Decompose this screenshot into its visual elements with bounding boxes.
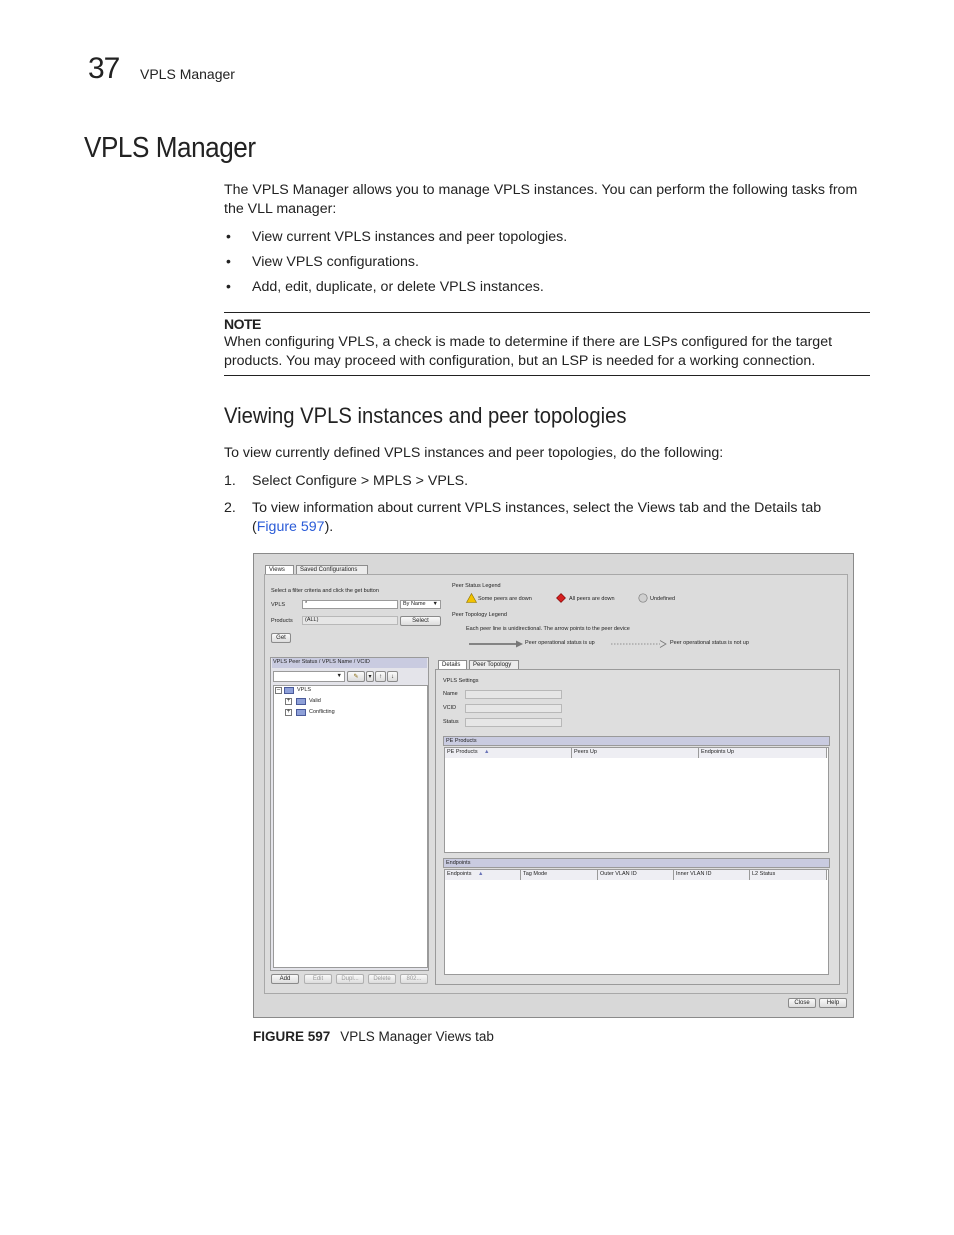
folder-icon [284,687,294,694]
expand-icon[interactable]: + [286,709,291,715]
dropdown-arrow-icon[interactable]: ▾ [366,671,374,682]
paren-open: ( [252,519,257,535]
subsection-intro: To view currently defined VPLS instances and peer topologies, do the following: [224,445,724,461]
filter-by-value: By Name [403,601,426,607]
peer-topology-legend-title: Peer Topology Legend [452,612,507,618]
undefined-circle-icon [638,593,648,603]
step-number: 1. [224,473,236,489]
endpoints-table [444,869,829,975]
figure-label: FIGURE 597 [253,1029,331,1044]
products-label: Products [271,618,293,624]
bullet-text: Add, edit, duplicate, or delete VPLS instances. [252,279,544,295]
bullet-marker: • [226,253,231,269]
solid-arrow-icon [468,640,524,648]
products-field: (ALL) [302,616,398,625]
vpls-settings-title: VPLS Settings [443,678,479,684]
tree-node-valid[interactable]: Valid [309,698,321,704]
peers-up-col[interactable]: Peers Up [572,748,699,758]
edit-button[interactable]: Edit [304,974,332,984]
step-1 [224,473,864,493]
dotted-arrow-icon [610,640,668,648]
folder-icon [296,709,306,716]
vpls-manager-screenshot [253,553,854,1018]
vpls-name-input[interactable]: * [302,600,398,609]
ui-term-details: Details [754,500,798,516]
tab-views[interactable]: Views [265,565,294,574]
move-down-icon[interactable]: ↓ [387,671,398,682]
move-up-icon[interactable]: ↑ [375,671,386,682]
step-text-prefix: To view information about current VPLS instances, select the [252,500,638,516]
tab-details[interactable]: Details [438,660,467,669]
step-text-suffix: tab [797,500,822,516]
figure-caption [253,1029,494,1044]
vcid-field [465,704,562,713]
pe-products-title: PE Products [443,736,830,746]
tab-peer-topology[interactable]: Peer Topology [469,660,519,669]
step-text [252,500,821,516]
vcid-label: VCID [443,705,457,711]
step-text-prefix: Select [252,473,296,489]
chapter-number: 37 [88,52,120,85]
error-diamond-icon [556,593,566,603]
tree-filter-combo[interactable] [273,671,345,682]
collapse-icon[interactable]: – [276,687,281,693]
duplicate-button[interactable]: Dupl... [336,974,364,984]
bullet-marker: • [226,278,231,294]
search-tree-icon[interactable]: ✎ [347,671,365,682]
subsection-title: Viewing VPLS instances and peer topologies [224,403,627,428]
inner-vlan-col[interactable]: Inner VLAN ID [674,870,750,880]
chevron-down-icon: ▼ [336,673,342,679]
step-text-line2 [252,519,333,535]
paren-close: ). [324,519,334,535]
endpoints-title: Endpoints [443,858,830,868]
legend-peer-up: Peer operational status is up [525,640,595,646]
close-button[interactable]: Close [788,998,816,1008]
tree-node-vpls[interactable]: VPLS [297,687,312,693]
name-label: Name [443,691,458,697]
filter-prompt: Select a filter criteria and click the get button [271,588,379,594]
step-2 [224,500,864,540]
bullet-text: View current VPLS instances and peer topologies. [252,229,568,245]
select-button[interactable]: Select [400,616,441,626]
legend-all-down: All peers are down [569,596,615,602]
warning-icon [466,593,477,603]
l2-status-col[interactable]: L2 Status [750,870,827,880]
expand-icon[interactable]: + [286,698,291,704]
tree-header: VPLS Peer Status / VPLS Name / VCID [272,658,427,668]
help-button[interactable]: Help [819,998,847,1008]
bullet-marker: • [226,228,231,244]
vpls-tree [273,685,428,968]
peer-topology-desc: Each peer line is unidirectional. The arrow points to the peer device [466,626,630,632]
filter-by-select[interactable] [400,600,441,609]
legend-some-down: Some peers are down [478,596,532,602]
endpoints-col[interactable]: Endpoints [445,870,521,880]
tab-saved-configurations[interactable]: Saved Configurations [296,565,368,574]
802-button[interactable]: 802... [400,974,428,984]
outer-vlan-col[interactable]: Outer VLAN ID [598,870,674,880]
section-intro: The VPLS Manager allows you to manage VPLS instances. You can perform the following tasks from the VLL manager: [224,182,858,217]
step-text [252,473,468,489]
sort-asc-icon: ▲ [484,749,490,755]
note-bottom-rule [224,375,870,376]
delete-button[interactable]: Delete [368,974,396,984]
get-button[interactable]: Get [271,633,291,643]
peer-status-legend-title: Peer Status Legend [452,583,501,589]
tree-node-conflicting[interactable]: Conflicting [309,709,335,715]
figure-caption-text: VPLS Manager Views tab [340,1029,494,1044]
bullet-text: View VPLS configurations. [252,254,419,270]
sort-asc-icon: ▲ [478,871,484,877]
status-field [465,718,562,727]
status-label: Status [443,719,459,725]
note-body: When configuring VPLS, a check is made to determine if there are LSPs configured for the target products. You may proceed with configuration, but an LSP is needed for a working connection. [224,334,833,369]
note-top-rule [224,312,870,313]
vpls-label: VPLS [271,602,286,608]
chapter-title: VPLS Manager [140,66,235,82]
pe-products-table [444,747,829,853]
legend-undefined: Undefined [650,596,676,602]
note-heading: NOTE [224,316,261,332]
legend-peer-not-up: Peer operational status is not up [670,640,749,646]
ui-term-views: Views [637,500,676,516]
tag-mode-col[interactable]: Tag Mode [521,870,598,880]
name-field [465,690,562,699]
add-button[interactable]: Add [271,974,299,984]
menu-path: Configure > MPLS > VPLS. [295,473,469,489]
pe-products-col[interactable]: PE Products [445,748,572,758]
chevron-down-icon: ▼ [432,601,438,607]
endpoints-up-col[interactable]: Endpoints Up [699,748,827,758]
step-text-mid: tab and the [675,500,755,516]
section-title: VPLS Manager [84,132,256,164]
folder-icon [296,698,306,705]
step-number: 2. [224,500,236,516]
figure-link[interactable]: Figure 597 [256,519,325,535]
